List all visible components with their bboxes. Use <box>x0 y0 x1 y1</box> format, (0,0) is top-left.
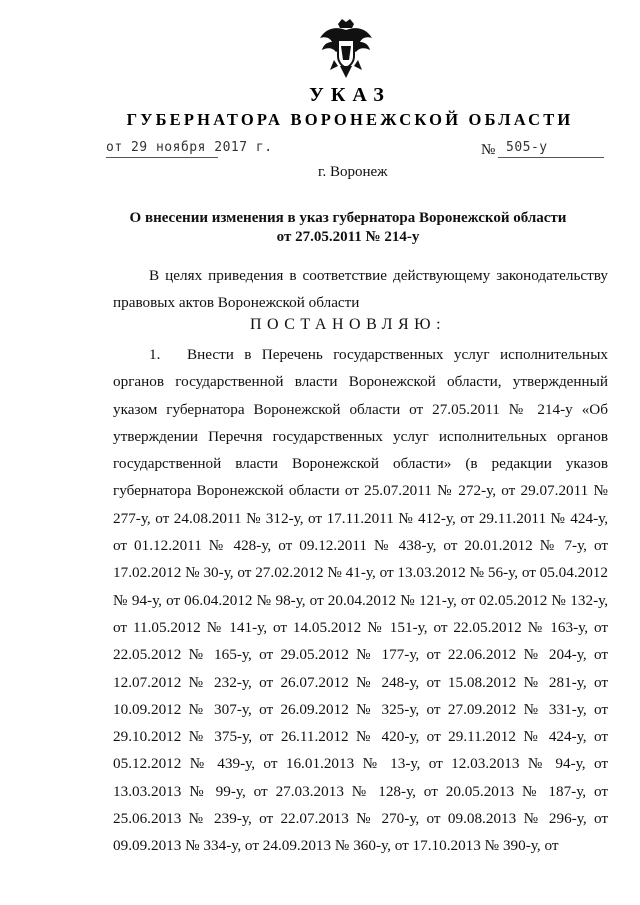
decree-heading: ПОСТАНОВЛЯЮ: <box>249 316 447 333</box>
number-label: № <box>481 142 496 158</box>
date-underline <box>106 157 218 158</box>
coat-of-arms-emblem <box>316 16 376 80</box>
document-type-title: УКАЗ <box>309 84 391 106</box>
city-name: г. Воронеж <box>318 164 388 180</box>
document-date: от 29 ноября 2017 г. <box>106 140 273 155</box>
item-1-paragraph <box>113 341 608 860</box>
subject-line-2: от 27.05.2011 № 214-у <box>276 229 420 245</box>
document-number: 505-у <box>506 140 548 155</box>
issuer-title: ГУБЕРНАТОРА ВОРОНЕЖСКОЙ ОБЛАСТИ <box>126 110 574 129</box>
subject-line-1: О внесении изменения в указ губернатора Воронежской области <box>129 210 567 226</box>
preamble-paragraph: В целях приведения в соответствие действующему законодательству правовых актов Воронежской области <box>113 267 608 311</box>
item-1-text: Внести в Перечень государственных услуг исполнительных органов государственной власти Воронежской области, утвержденный указом губернатора Воронежской области от 27.05.2011 № 214-у «Об утверждении Перечня государственных услуг исполнительных органов государственной власти Воронежской области» (в редакции указов губернатора Воронежской области от 25.07.2011 № 272-у, от 29.07.2011 № 277-у, от 24.08.2011 № 312-у, от 17.11.2011 № 412-у, от 29.11.2011 № 424-у, от 01.12.2011 № 428-у, от 09.12.2011 № 438-у, от 20.01.2012 № 7-у, от 17.02.2012 № 30-у, от 27.02.2012 № 41-у, от 13.03.2012 № 56-у, от 05.04.2012 № 94-у, от 06.04.2012 № 98-у, от 20.04.2012 № 121-у, от 02.05.2012 № 132-у, от 11.05.2012 № 141-у, от 14.05.2012 № 151-у, от 22.05.2012 № 163-у, от 22.05.2012 № 165-у, от 29.05.2012 № 177-у, от 22.06.2012 № 204-у, от 12.07.2012 № 232-у, от 26.07.2012 № 248-у, от 15.08.2012 № 281-у, от 10.09.2012 № 307-у, от 26.09.2012 № 325-у, от 27.09.2012 № 331-у, от 29.10.2012 № 375-у, от 26.11.2012 № 420-у, от 29.11.2012 № 424-у, от 05.12.2012 № 439-у, от 16.01.2013 № 13-у, от 12.03.2013 № 94-у, от 13.03.2013 № 99-у, от 27.03.2013 № 128-у, от 20.05.2013 № 187-у, от 25.06.2013 № 239-у, от 22.07.2013 № 270-у, от 09.08.2013 № 296-у, от 09.09.2013 № 334-у, от 24.09.2013 № 360-у, от 17.10.2013 № 390-у, от <box>113 346 608 855</box>
number-underline <box>498 157 604 158</box>
item-1-number: 1. <box>149 346 161 363</box>
